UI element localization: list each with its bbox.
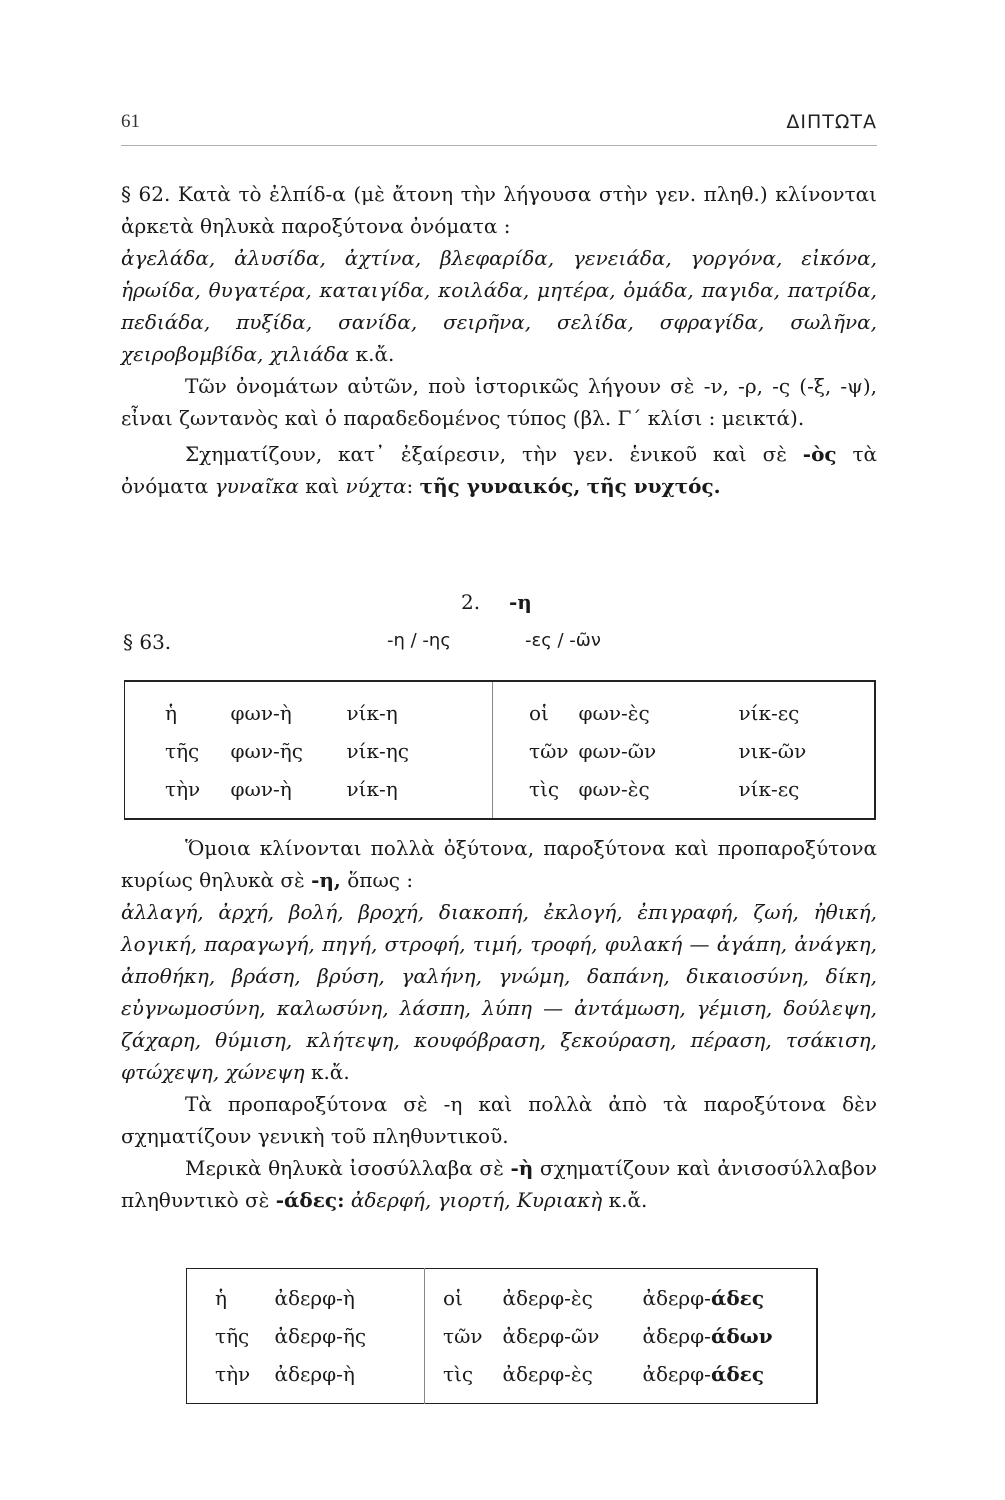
paragraph-anisosyllabic: Μερικὰ θηλυκὰ ἰσοσύλλαβα σὲ -ὴ σχηματίζουν καὶ ἀνισοσύλλαβον πληθυντικὸ σὲ -άδες: ἀδερφή, γιορτή, Κυριακὴ κ.ἄ. [121, 1156, 877, 1212]
page-number: 61 [121, 111, 140, 132]
declension-table-fone-nike [124, 680, 876, 820]
table-row: τὴν ἀδερφ-ὴ τὶς ἀδερφ-ὲς ἀδερφ-άδες [187, 1355, 818, 1404]
paragraph-examples: ἀλλαγή, ἀρχή, βολή, βροχή, διακοπή, ἐκλογή, ἐπιγραφή, ζωή, ἠθική, λογική, παραγωγή, πηγή, στροφή, τιμή, τροφή, φυλακή — ἀγάπη, ἀνάγκη, ἀποθήκη, βράση, βρύση, γαλήνη, γνώμη, δαπάνη, δικαιοσύνη, δίκη, εὐγνωμοσύνη, καλωσύνη, λάσπη, λύπη — ἀντάμωση, γέμιση, δούλεψη, ζάχαρη, θύμιση, κλήτεψη, κουφόβραση, ξεκούραση, πέραση, τσάκιση, φτώχεψη, χώνεψη κ.ἄ. [121, 900, 877, 1084]
declension-table-aderfi [186, 1268, 818, 1404]
section-62-examples: ἀγελάδα, ἀλυσίδα, ἀχτίνα, βλεφαρίδα, γενειάδα, γοργόνα, εἰκόνα, ἡρωίδα, θυγατέρα, καταιγίδα, κοιλάδα, μητέρα, ὁμάδα, παγιδα, πατρίδα, πεδιάδα, πυξίδα, σανίδα, σειρῆνα, σελίδα, σφραγίδα, σωλῆνα, χειροβομβίδα, χιλιάδα κ.ἄ. [121, 246, 877, 366]
section-62 [121, 178, 877, 502]
table-row: τῆς ἀδερφ-ῆς τῶν ἀδερφ-ῶν ἀδερφ-άδων [187, 1317, 818, 1355]
table-row: ἡ φων-ὴ νίκ-η οἱ φων-ὲς νίκ-ες [125, 681, 876, 732]
section-63-text [121, 832, 877, 1216]
table-row: τὴν φων-ὴ νίκ-η τὶς φων-ὲς νίκ-ες [125, 770, 876, 819]
paragraph-similar: Ὅμοια κλίνονται πολλὰ ὀξύτονα, παροξύτονα καὶ προπαροξύτονα κυρίως θηλυκὰ σὲ -η, ὅπως : [121, 836, 877, 892]
table-row: τῆς φων-ῆς νίκ-ης τῶν φων-ῶν νικ-ῶν [125, 732, 876, 770]
table-row: ἡ ἀδερφ-ὴ οἱ ἀδερφ-ὲς ἀδερφ-άδες [187, 1269, 818, 1318]
section-63-heading: 2. -η § 63. -η / -ης -ες / -ῶν [123, 590, 601, 654]
header-rule [121, 145, 877, 146]
paragraph-proparoxytone: Τὰ προπαροξύτονα σὲ -η καὶ πολλὰ ἀπὸ τὰ παροξύτονα δὲν σχηματίζουν γενικὴ τοῦ πληθυντικοῦ. [121, 1092, 877, 1148]
running-title: ΔΙΠΤΩΤΑ [786, 111, 877, 133]
section-62-history: Τῶν ὀνομάτων αὐτῶν, ποὺ ἱστορικῶς λήγουν σὲ -ν, -ρ, -ς (-ξ, -ψ), εἶναι ζωντανὸς καὶ ὁ παραδεδομένος τύπος (βλ. Γ΄ κλίσι : μεικτά). [121, 374, 877, 430]
section-62-genitive: Σχηματίζουν, κατ᾽ ἐξαίρεσιν, τὴν γεν. ἑνικοῦ καὶ σὲ -ὸς τὰ ὀνόματα γυναῖκα καὶ νύχτα: τῆς γυναικός, τῆς νυχτός. [121, 442, 878, 498]
section-62-intro: § 62. Κατὰ τὸ ἐλπίδ-α (μὲ ἄτονη τὴν λήγουσα στὴν γεν. πληθ.) κλίνονται ἀρκετὰ θηλυκὰ παροξύτονα ὀνόματα : [121, 182, 877, 238]
